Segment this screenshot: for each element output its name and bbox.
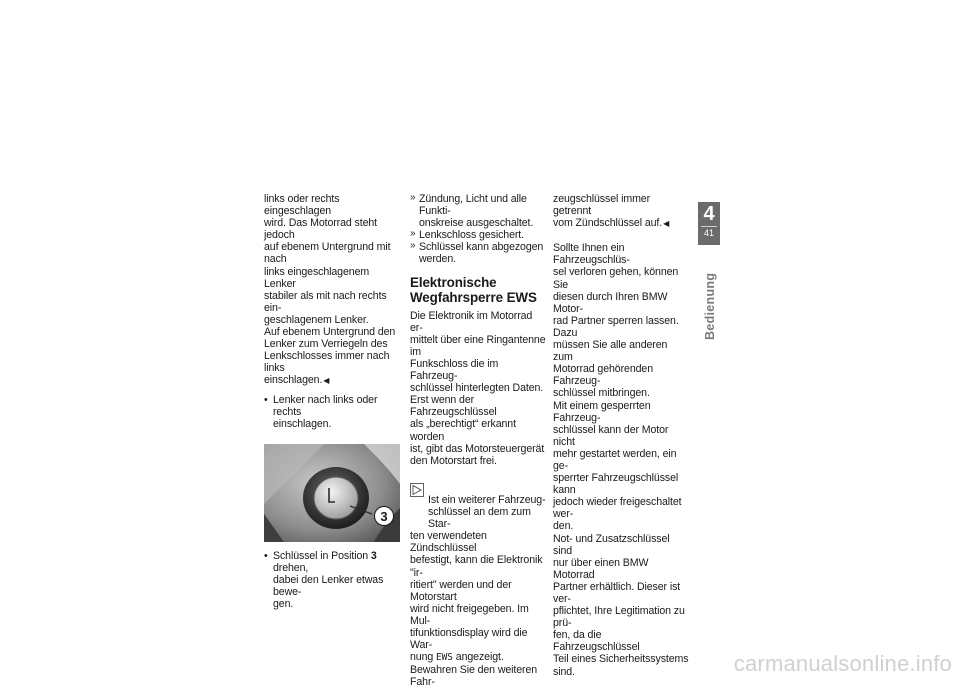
paragraph: Not- und Zusatzschlüssel sind nur über einen BMW Motorrad Partner erhältlich. Dieser ist ver- pflichtet, Ihre Legitimation zu prü- fen, da die Fahrzeugschlüssel Teil eines Sicherheitssystems sind. bbox=[553, 532, 689, 678]
end-mark-icon: ◀ bbox=[663, 219, 670, 229]
chapter-number: 4 bbox=[703, 203, 715, 225]
result-list bbox=[410, 193, 546, 266]
note-text: angezeigt. Bewahren Sie den weiteren Fahr- bbox=[410, 651, 538, 688]
paragraph bbox=[264, 326, 400, 387]
display-code: EWS bbox=[436, 652, 453, 664]
image-callout-label: 3 bbox=[380, 508, 388, 524]
bullet-list bbox=[264, 550, 400, 610]
bullet-list bbox=[264, 394, 400, 430]
note-block bbox=[410, 470, 546, 530]
text-column-3 bbox=[553, 193, 689, 678]
steering-lock-photo bbox=[264, 444, 400, 542]
position-number: 3 bbox=[370, 549, 377, 562]
list-item: • Lenker nach links oder rechts einschlagen. bbox=[264, 394, 400, 430]
chapter-tab bbox=[698, 202, 720, 245]
note-text: ten verwendeten Zündschlüssel befestigt, kann die Elektronik "ir- ritiert" werden und der Motorstart wird nicht freigegeben. Im Mul- tifunktionsdisplay wird die War- nung bbox=[410, 530, 543, 664]
note-text: Ist ein weiterer Fahrzeug- schlüssel an dem zum Star- bbox=[428, 493, 546, 531]
paragraph: Mit einem gesperrten Fahrzeug- schlüssel kann der Motor nicht mehr gestartet werden, ein ge- sperrter Fahrzeugschlüssel kann jedoch wieder freigeschaltet wer- den. bbox=[553, 399, 682, 533]
paragraph: Sollte Ihnen ein Fahrzeugschlüs- sel verloren gehen, können Sie diesen durch Ihren BMW Motor- rad Partner sperren lassen. Dazu müssen Sie alle anderen zum Motorrad gehörenden Fahrzeug- schlüssel mitbringen. bbox=[553, 242, 679, 400]
list-text: drehen, dabei den Lenker etwas bewe- gen. bbox=[273, 561, 384, 611]
section-heading: Elektronische Wegfahrsperre EWS bbox=[410, 274, 537, 305]
result-item: » Zündung, Licht und alle Funkti- onskreise ausgeschaltet. bbox=[410, 193, 546, 229]
paragraph: links oder rechts eingeschlagen wird. Das Motorrad steht jedoch auf ebenem Untergrund mit nach links eingeschlagenem Lenker stabiler als mit nach rechts ein- geschlagenem Lenker. bbox=[264, 193, 391, 326]
text-column-1 bbox=[264, 193, 400, 610]
text-column-2 bbox=[410, 193, 546, 688]
note-triangle-icon bbox=[410, 471, 424, 500]
result-item: » Schlüssel kann abgezogen werden. bbox=[410, 241, 546, 265]
divider bbox=[701, 226, 717, 227]
list-item bbox=[264, 550, 400, 610]
paragraph bbox=[553, 193, 689, 230]
watermark: carmanualsonline.info bbox=[733, 651, 952, 676]
paragraph-text: zeugschlüssel immer getrennt vom Zündschlüssel auf. bbox=[553, 193, 663, 230]
chapter-label: Bedienung bbox=[703, 272, 717, 340]
result-item: » Lenkschloss gesichert. bbox=[410, 229, 546, 241]
list-text: Schlüssel in Position bbox=[273, 549, 371, 562]
paragraph-text: Auf ebenem Untergrund den Lenker zum Verriegeln des Lenkschlosses immer nach links einschlagen. bbox=[264, 326, 396, 387]
ignition-lock-image bbox=[264, 444, 400, 542]
page-number: 41 bbox=[703, 228, 714, 238]
paragraph: Die Elektronik im Motorrad er- mittelt über eine Ringantenne im Funkschloss die im Fahrzeug- schlüssel hinterlegten Daten. Erst wenn der Fahrzeugschlüssel als „berechtigt“ erkannt worden ist, gibt das Motorsteuergerät den Motorstart frei. bbox=[410, 309, 546, 467]
end-mark-icon: ◀ bbox=[323, 376, 330, 386]
